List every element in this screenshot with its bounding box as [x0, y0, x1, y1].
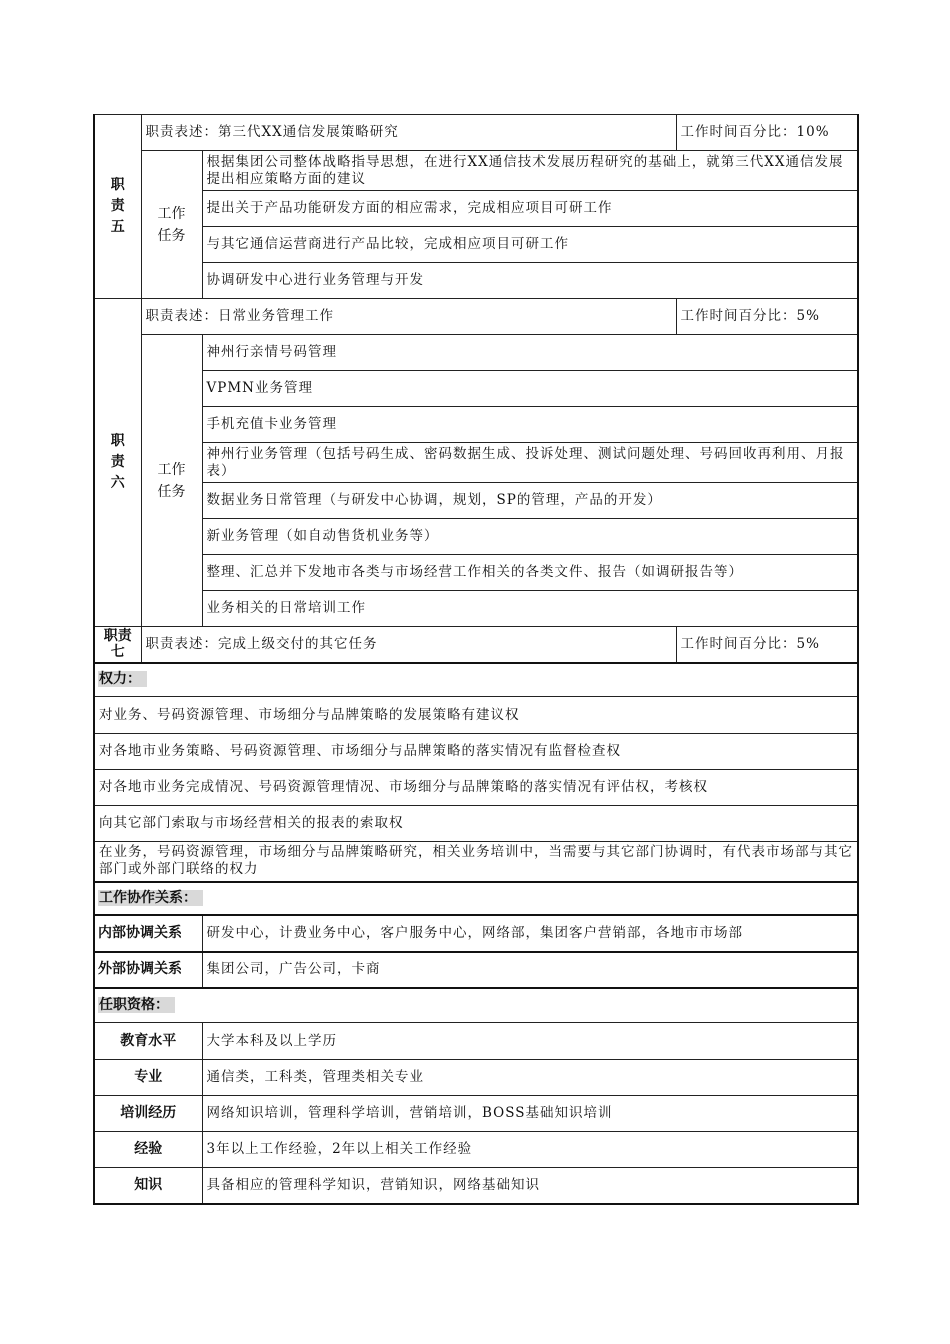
duty7-statement: 职责表述：完成上级交付的其它任务 — [141, 627, 676, 663]
duty6-task-2: VPMN业务管理 — [202, 371, 858, 407]
external-coordination-label: 外部协调关系 — [94, 952, 202, 988]
duty6-percent: 工作时间百分比：5% — [676, 299, 858, 335]
duty7-header: 职责 七 — [94, 627, 141, 663]
duty6-task-4: 神州行业务管理（包括号码生成、密码数据生成、投诉处理、测试问题处理、号码回收再利用、月报表） — [202, 443, 858, 483]
authority-item-1: 对业务、号码资源管理、市场细分与品牌策略的发展策略有建议权 — [94, 697, 858, 734]
authority-item-5: 在业务，号码资源管理，市场细分与品牌策略研究，相关业务培训中，当需要与其它部门协调时，有代表市场部与其它部门或外部门联络的权力 — [94, 842, 858, 882]
external-coordination-value: 集团公司，广告公司，卡商 — [202, 952, 858, 988]
qualification-label-experience: 经验 — [94, 1132, 202, 1168]
duty5-header: 职 责 五 — [94, 115, 141, 299]
duty6-task-8: 业务相关的日常培训工作 — [202, 591, 858, 627]
duty5-task-4: 协调研发中心进行业务管理与开发 — [202, 263, 858, 299]
qualification-label-education: 教育水平 — [94, 1023, 202, 1060]
duty6-task-3: 手机充值卡业务管理 — [202, 407, 858, 443]
qualification-value-experience: 3年以上工作经验，2年以上相关工作经验 — [202, 1132, 858, 1168]
qualification-value-major: 通信类，工科类，管理类相关专业 — [202, 1060, 858, 1096]
qualification-value-training: 网络知识培训，管理科学培训，营销培训，BOSS基础知识培训 — [202, 1096, 858, 1132]
qualification-label-training: 培训经历 — [94, 1096, 202, 1132]
qualification-label-major: 专业 — [94, 1060, 202, 1096]
duty6-task-6: 新业务管理（如自动售货机业务等） — [202, 519, 858, 555]
duty6-statement: 职责表述：日常业务管理工作 — [141, 299, 676, 335]
duty6-task-5: 数据业务日常管理（与研发中心协调，规划，SP的管理，产品的开发） — [202, 483, 858, 519]
job-description-sheet — [93, 114, 857, 1205]
duty7-percent: 工作时间百分比：5% — [676, 627, 858, 663]
duty5-task-1: 根据集团公司整体战略指导思想，在进行XX通信技术发展历程研究的基础上，就第三代XX通信发展提出相应策略方面的建议 — [202, 151, 858, 191]
internal-coordination-value: 研发中心，计费业务中心，客户服务中心，网络部，集团客户营销部，各地市市场部 — [202, 915, 858, 952]
duty5-statement: 职责表述：第三代XX通信发展策略研究 — [141, 115, 676, 151]
qualifications-section-title: 任职资格： — [94, 988, 858, 1023]
authority-item-2: 对各地市业务策略、号码资源管理、市场细分与品牌策略的落实情况有监督检查权 — [94, 734, 858, 770]
cooperation-section-title: 工作协作关系： — [94, 882, 858, 915]
duty6-task-label: 工作 任务 — [141, 335, 202, 627]
duty5-task-3: 与其它通信运营商进行产品比较，完成相应项目可研工作 — [202, 227, 858, 263]
qualification-value-knowledge: 具备相应的管理科学知识，营销知识，网络基础知识 — [202, 1168, 858, 1204]
duty5-task-2: 提出关于产品功能研发方面的相应需求，完成相应项目可研工作 — [202, 191, 858, 227]
authority-item-3: 对各地市业务完成情况、号码资源管理情况、市场细分与品牌策略的落实情况有评估权，考核权 — [94, 770, 858, 806]
duty6-task-7: 整理、汇总并下发地市各类与市场经营工作相关的各类文件、报告（如调研报告等） — [202, 555, 858, 591]
duty6-task-1: 神州行亲情号码管理 — [202, 335, 858, 371]
qualification-label-knowledge: 知识 — [94, 1168, 202, 1204]
duty6-header: 职 责 六 — [94, 299, 141, 627]
duty5-task-label: 工作 任务 — [141, 151, 202, 299]
authority-section-title: 权力： — [94, 663, 858, 697]
duty5-percent: 工作时间百分比：10% — [676, 115, 858, 151]
authority-item-4: 向其它部门索取与市场经营相关的报表的索取权 — [94, 806, 858, 842]
job-description-table — [93, 114, 859, 1205]
internal-coordination-label: 内部协调关系 — [94, 915, 202, 952]
qualification-value-education: 大学本科及以上学历 — [202, 1023, 858, 1060]
